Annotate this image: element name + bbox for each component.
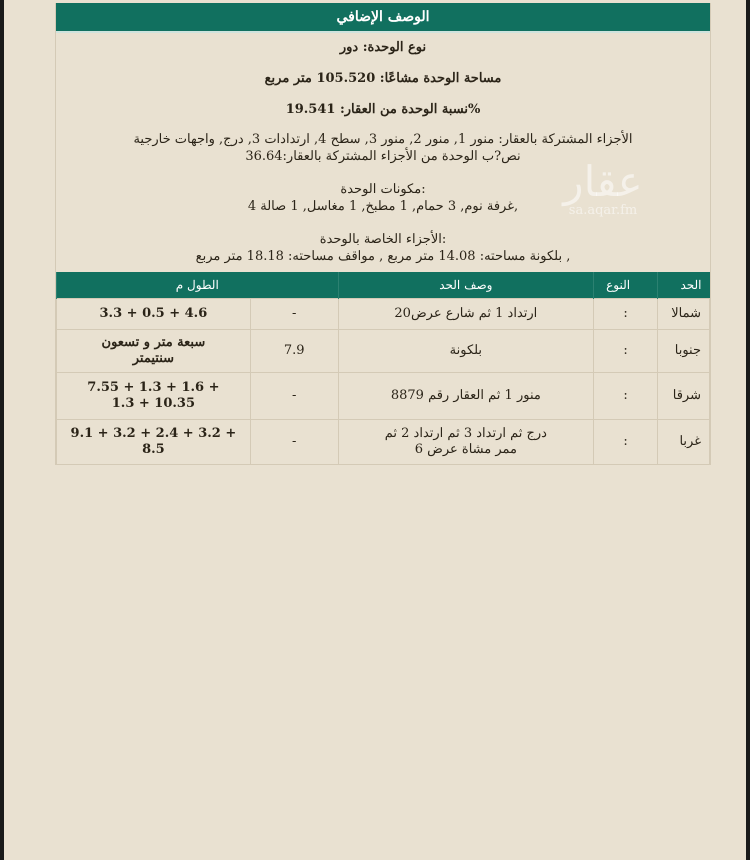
right-edge-border [746, 0, 750, 860]
cell-length-numeric: - [250, 420, 338, 465]
cell-length: 7.55 + 1.3 + 1.6 + 1.3 + 10.35 [57, 373, 251, 420]
table-row [57, 420, 710, 465]
cell-direction: غربا [658, 420, 710, 465]
cell-description: منور 1 ثم العقار رقم 8879 [338, 373, 594, 420]
cell-type: : [594, 330, 658, 373]
cell-length: 3.3 + 0.5 + 4.6 [57, 299, 251, 330]
cell-description: درج ثم ارتداد 3 ثم ارتداد 2 ثم ممر مشاة عرض 6 [338, 420, 594, 465]
left-edge-border [0, 0, 4, 860]
cell-type: : [594, 420, 658, 465]
header-description: وصف الحد [338, 272, 594, 299]
cell-direction: شرقا [658, 373, 710, 420]
boundaries-table [56, 272, 710, 465]
cell-length-numeric: 7.9 [250, 330, 338, 373]
private-parts-value: , بلكونة مساحته: 14.08 متر مربع , مواقف مساحته: 18.18 متر مربع [195, 249, 571, 264]
shared-parts-line-2: نص?ب الوحدة من الأجزاء المشتركة بالعقار:36.64 [245, 149, 521, 164]
header-direction: الحد [658, 272, 710, 299]
aqar-logo-icon: عقار [563, 157, 643, 206]
cell-description: ارتداد 1 ثم شارع عرض20 [338, 299, 594, 330]
cell-length: 9.1 + 3.2 + 2.4 + 3.2 + 8.5 [57, 420, 251, 465]
header-length: الطول م [57, 272, 339, 299]
table-row [57, 330, 710, 373]
cell-length-numeric: - [250, 373, 338, 420]
cell-length-numeric: - [250, 299, 338, 330]
cell-direction: جنوبا [658, 330, 710, 373]
unit-area: مساحة الوحدة مشاعًا: 105.520 متر مربع [264, 71, 502, 86]
cell-type: : [594, 299, 658, 330]
unit-type: نوع الوحدة: دور [339, 40, 427, 55]
cell-type: : [594, 373, 658, 420]
header-type: النوع [594, 272, 658, 299]
unit-ratio: %نسبة الوحدة من العقار: 19.541 [285, 102, 481, 117]
components-value: ,غرفة نوم, 3 حمام, 1 مطبخ, 1 مغاسل, 1 صالة 4 [247, 199, 519, 214]
cell-length: سبعة متر و تسعون سنتيمتر [57, 330, 251, 373]
table-row [57, 299, 710, 330]
watermark-url: sa.aqar.fm [568, 203, 638, 218]
table-row [57, 373, 710, 420]
shared-parts-line-1: الأجزاء المشتركة بالعقار: منور 1, منور 2, منور 3, سطح 4, ارتدادات 3, درج, واجهات خارجية [133, 132, 633, 147]
cell-description: بلكونة [338, 330, 594, 373]
additional-description-document [55, 3, 711, 465]
private-parts-label: :الأجزاء الخاصة بالوحدة [319, 232, 447, 247]
cell-direction: شمالا [658, 299, 710, 330]
table-header-row [57, 272, 710, 299]
description-block [56, 33, 710, 265]
components-label: :مكونات الوحدة [340, 182, 426, 197]
section-title: الوصف الإضافي [56, 3, 710, 33]
